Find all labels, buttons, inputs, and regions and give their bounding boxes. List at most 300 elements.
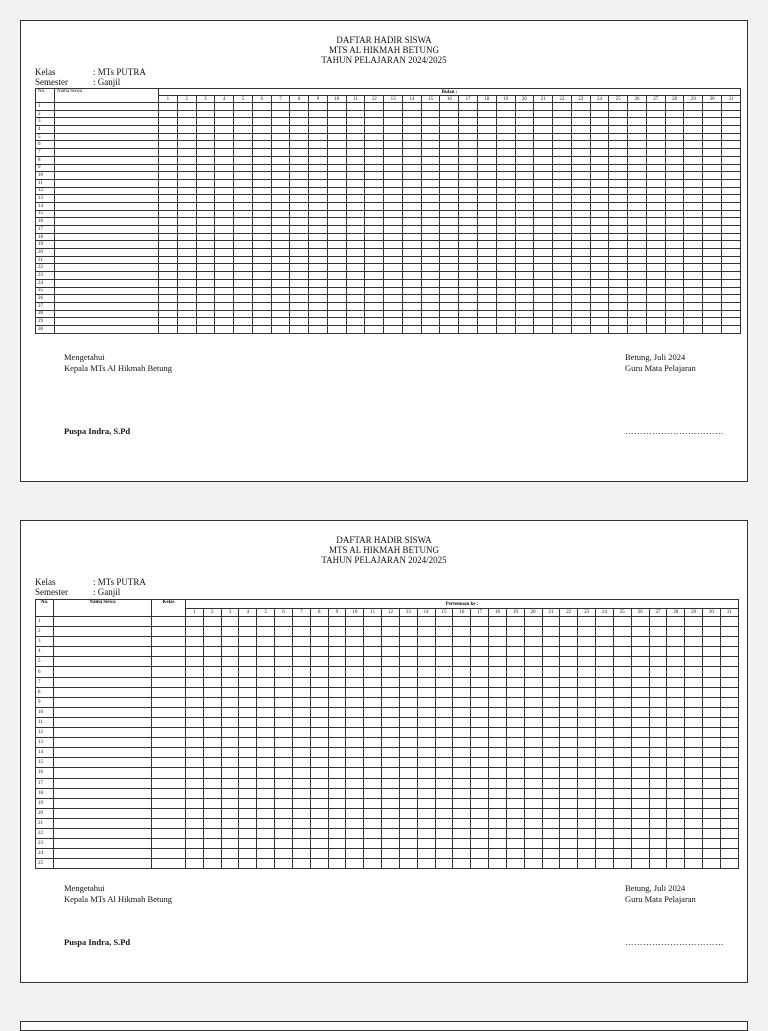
attendance-cell[interactable] — [571, 103, 590, 111]
attendance-cell[interactable] — [459, 226, 478, 234]
attendance-cell[interactable] — [703, 226, 722, 234]
student-field-cell[interactable] — [54, 738, 152, 748]
attendance-cell[interactable] — [417, 828, 435, 838]
attendance-cell[interactable] — [421, 218, 440, 226]
attendance-cell[interactable] — [271, 133, 290, 141]
attendance-cell[interactable] — [685, 758, 703, 768]
attendance-cell[interactable] — [382, 768, 400, 778]
attendance-cell[interactable] — [271, 164, 290, 172]
attendance-cell[interactable] — [453, 818, 471, 828]
attendance-cell[interactable] — [417, 798, 435, 808]
attendance-cell[interactable] — [275, 647, 293, 657]
attendance-cell[interactable] — [177, 126, 196, 134]
attendance-cell[interactable] — [721, 195, 740, 203]
attendance-cell[interactable] — [346, 748, 364, 758]
attendance-cell[interactable] — [560, 657, 578, 667]
attendance-cell[interactable] — [346, 172, 365, 180]
attendance-cell[interactable] — [290, 241, 309, 249]
attendance-cell[interactable] — [221, 687, 239, 697]
attendance-cell[interactable] — [542, 778, 560, 788]
attendance-cell[interactable] — [667, 647, 685, 657]
attendance-cell[interactable] — [365, 195, 384, 203]
student-field-cell[interactable] — [54, 617, 152, 627]
attendance-cell[interactable] — [435, 627, 453, 637]
attendance-cell[interactable] — [665, 103, 684, 111]
attendance-cell[interactable] — [542, 617, 560, 627]
attendance-cell[interactable] — [365, 287, 384, 295]
attendance-cell[interactable] — [542, 818, 560, 828]
attendance-cell[interactable] — [399, 839, 417, 849]
attendance-cell[interactable] — [459, 264, 478, 272]
attendance-cell[interactable] — [553, 164, 572, 172]
attendance-cell[interactable] — [478, 226, 497, 234]
attendance-cell[interactable] — [402, 149, 421, 157]
attendance-cell[interactable] — [271, 241, 290, 249]
attendance-cell[interactable] — [590, 279, 609, 287]
attendance-cell[interactable] — [203, 677, 221, 687]
attendance-cell[interactable] — [257, 697, 275, 707]
attendance-cell[interactable] — [159, 156, 178, 164]
attendance-cell[interactable] — [221, 667, 239, 677]
attendance-cell[interactable] — [720, 617, 738, 627]
attendance-cell[interactable] — [684, 156, 703, 164]
attendance-cell[interactable] — [382, 647, 400, 657]
attendance-cell[interactable] — [402, 233, 421, 241]
attendance-cell[interactable] — [506, 637, 524, 647]
student-field-cell[interactable] — [55, 110, 159, 118]
attendance-cell[interactable] — [478, 179, 497, 187]
attendance-cell[interactable] — [365, 249, 384, 257]
attendance-cell[interactable] — [596, 818, 614, 828]
attendance-cell[interactable] — [215, 172, 234, 180]
attendance-cell[interactable] — [560, 617, 578, 627]
attendance-cell[interactable] — [365, 302, 384, 310]
attendance-cell[interactable] — [496, 103, 515, 111]
attendance-cell[interactable] — [506, 808, 524, 818]
attendance-cell[interactable] — [571, 118, 590, 126]
attendance-cell[interactable] — [203, 758, 221, 768]
attendance-cell[interactable] — [524, 647, 542, 657]
attendance-cell[interactable] — [524, 687, 542, 697]
attendance-cell[interactable] — [290, 133, 309, 141]
attendance-cell[interactable] — [684, 318, 703, 326]
attendance-cell[interactable] — [252, 226, 271, 234]
attendance-cell[interactable] — [524, 859, 542, 869]
attendance-cell[interactable] — [628, 287, 647, 295]
attendance-cell[interactable] — [271, 126, 290, 134]
attendance-cell[interactable] — [364, 637, 382, 647]
attendance-cell[interactable] — [234, 187, 253, 195]
attendance-cell[interactable] — [665, 256, 684, 264]
attendance-cell[interactable] — [646, 256, 665, 264]
attendance-cell[interactable] — [609, 256, 628, 264]
attendance-cell[interactable] — [613, 647, 631, 657]
attendance-cell[interactable] — [421, 241, 440, 249]
attendance-cell[interactable] — [478, 187, 497, 195]
attendance-cell[interactable] — [186, 728, 204, 738]
attendance-cell[interactable] — [159, 226, 178, 234]
attendance-cell[interactable] — [292, 677, 310, 687]
attendance-cell[interactable] — [703, 859, 721, 869]
attendance-cell[interactable] — [215, 110, 234, 118]
attendance-cell[interactable] — [271, 310, 290, 318]
attendance-cell[interactable] — [631, 707, 649, 717]
attendance-cell[interactable] — [703, 697, 721, 707]
attendance-cell[interactable] — [721, 126, 740, 134]
attendance-cell[interactable] — [628, 249, 647, 257]
attendance-cell[interactable] — [685, 687, 703, 697]
attendance-cell[interactable] — [578, 849, 596, 859]
attendance-cell[interactable] — [667, 728, 685, 738]
attendance-cell[interactable] — [684, 172, 703, 180]
attendance-cell[interactable] — [292, 798, 310, 808]
attendance-cell[interactable] — [720, 647, 738, 657]
attendance-cell[interactable] — [346, 126, 365, 134]
attendance-cell[interactable] — [720, 859, 738, 869]
attendance-cell[interactable] — [703, 233, 722, 241]
attendance-cell[interactable] — [721, 210, 740, 218]
attendance-cell[interactable] — [234, 279, 253, 287]
attendance-cell[interactable] — [453, 748, 471, 758]
attendance-cell[interactable] — [186, 617, 204, 627]
attendance-cell[interactable] — [239, 707, 257, 717]
attendance-cell[interactable] — [365, 118, 384, 126]
attendance-cell[interactable] — [515, 318, 534, 326]
student-field-cell[interactable] — [152, 637, 186, 647]
attendance-cell[interactable] — [459, 118, 478, 126]
attendance-cell[interactable] — [534, 272, 553, 280]
attendance-cell[interactable] — [309, 110, 328, 118]
attendance-cell[interactable] — [506, 839, 524, 849]
attendance-cell[interactable] — [471, 839, 489, 849]
attendance-cell[interactable] — [571, 172, 590, 180]
attendance-cell[interactable] — [631, 657, 649, 667]
attendance-cell[interactable] — [560, 677, 578, 687]
attendance-cell[interactable] — [471, 717, 489, 727]
attendance-cell[interactable] — [203, 818, 221, 828]
attendance-cell[interactable] — [275, 839, 293, 849]
attendance-cell[interactable] — [309, 256, 328, 264]
attendance-cell[interactable] — [515, 195, 534, 203]
attendance-cell[interactable] — [402, 272, 421, 280]
attendance-cell[interactable] — [327, 287, 346, 295]
attendance-cell[interactable] — [534, 202, 553, 210]
attendance-cell[interactable] — [159, 295, 178, 303]
attendance-cell[interactable] — [515, 272, 534, 280]
attendance-cell[interactable] — [364, 768, 382, 778]
attendance-cell[interactable] — [534, 302, 553, 310]
attendance-cell[interactable] — [628, 179, 647, 187]
attendance-cell[interactable] — [506, 647, 524, 657]
attendance-cell[interactable] — [613, 828, 631, 838]
attendance-cell[interactable] — [327, 118, 346, 126]
attendance-cell[interactable] — [721, 279, 740, 287]
attendance-cell[interactable] — [346, 738, 364, 748]
attendance-cell[interactable] — [186, 798, 204, 808]
attendance-cell[interactable] — [440, 295, 459, 303]
attendance-cell[interactable] — [421, 110, 440, 118]
attendance-cell[interactable] — [196, 133, 215, 141]
attendance-cell[interactable] — [667, 627, 685, 637]
attendance-cell[interactable] — [628, 164, 647, 172]
attendance-cell[interactable] — [542, 748, 560, 758]
attendance-cell[interactable] — [478, 141, 497, 149]
attendance-cell[interactable] — [685, 677, 703, 687]
attendance-cell[interactable] — [328, 859, 346, 869]
attendance-cell[interactable] — [609, 241, 628, 249]
attendance-cell[interactable] — [609, 187, 628, 195]
attendance-cell[interactable] — [310, 788, 328, 798]
attendance-cell[interactable] — [239, 657, 257, 667]
attendance-cell[interactable] — [628, 118, 647, 126]
attendance-cell[interactable] — [417, 627, 435, 637]
attendance-cell[interactable] — [384, 156, 403, 164]
attendance-cell[interactable] — [609, 141, 628, 149]
attendance-cell[interactable] — [384, 179, 403, 187]
attendance-cell[interactable] — [196, 325, 215, 333]
attendance-cell[interactable] — [186, 818, 204, 828]
attendance-cell[interactable] — [703, 839, 721, 849]
attendance-cell[interactable] — [186, 687, 204, 697]
attendance-cell[interactable] — [478, 279, 497, 287]
attendance-cell[interactable] — [628, 233, 647, 241]
attendance-cell[interactable] — [534, 310, 553, 318]
attendance-cell[interactable] — [365, 164, 384, 172]
attendance-cell[interactable] — [196, 210, 215, 218]
attendance-cell[interactable] — [646, 264, 665, 272]
student-field-cell[interactable] — [55, 287, 159, 295]
attendance-cell[interactable] — [515, 156, 534, 164]
attendance-cell[interactable] — [196, 187, 215, 195]
attendance-cell[interactable] — [496, 110, 515, 118]
attendance-cell[interactable] — [515, 210, 534, 218]
attendance-cell[interactable] — [290, 226, 309, 234]
attendance-cell[interactable] — [506, 667, 524, 677]
attendance-cell[interactable] — [382, 677, 400, 687]
attendance-cell[interactable] — [515, 172, 534, 180]
student-field-cell[interactable] — [55, 195, 159, 203]
attendance-cell[interactable] — [596, 849, 614, 859]
attendance-cell[interactable] — [590, 164, 609, 172]
attendance-cell[interactable] — [453, 627, 471, 637]
attendance-cell[interactable] — [685, 839, 703, 849]
attendance-cell[interactable] — [609, 156, 628, 164]
attendance-cell[interactable] — [542, 728, 560, 738]
attendance-cell[interactable] — [646, 287, 665, 295]
attendance-cell[interactable] — [402, 310, 421, 318]
attendance-cell[interactable] — [399, 748, 417, 758]
attendance-cell[interactable] — [234, 149, 253, 157]
attendance-cell[interactable] — [542, 627, 560, 637]
student-field-cell[interactable] — [152, 617, 186, 627]
attendance-cell[interactable] — [346, 325, 365, 333]
attendance-cell[interactable] — [534, 118, 553, 126]
attendance-cell[interactable] — [384, 241, 403, 249]
attendance-cell[interactable] — [524, 839, 542, 849]
attendance-cell[interactable] — [309, 264, 328, 272]
attendance-cell[interactable] — [613, 849, 631, 859]
attendance-cell[interactable] — [631, 788, 649, 798]
attendance-cell[interactable] — [402, 218, 421, 226]
attendance-cell[interactable] — [215, 195, 234, 203]
attendance-cell[interactable] — [628, 202, 647, 210]
attendance-cell[interactable] — [384, 279, 403, 287]
attendance-cell[interactable] — [257, 677, 275, 687]
attendance-cell[interactable] — [471, 738, 489, 748]
student-field-cell[interactable] — [55, 302, 159, 310]
attendance-cell[interactable] — [506, 748, 524, 758]
attendance-cell[interactable] — [684, 133, 703, 141]
attendance-cell[interactable] — [177, 218, 196, 226]
attendance-cell[interactable] — [578, 617, 596, 627]
attendance-cell[interactable] — [271, 264, 290, 272]
attendance-cell[interactable] — [628, 218, 647, 226]
attendance-cell[interactable] — [453, 647, 471, 657]
attendance-cell[interactable] — [571, 256, 590, 264]
attendance-cell[interactable] — [596, 707, 614, 717]
attendance-cell[interactable] — [177, 210, 196, 218]
attendance-cell[interactable] — [384, 218, 403, 226]
attendance-cell[interactable] — [534, 164, 553, 172]
student-field-cell[interactable] — [152, 657, 186, 667]
attendance-cell[interactable] — [435, 748, 453, 758]
attendance-cell[interactable] — [382, 808, 400, 818]
attendance-cell[interactable] — [667, 758, 685, 768]
attendance-cell[interactable] — [346, 768, 364, 778]
attendance-cell[interactable] — [596, 677, 614, 687]
student-field-cell[interactable] — [55, 156, 159, 164]
attendance-cell[interactable] — [721, 264, 740, 272]
attendance-cell[interactable] — [685, 859, 703, 869]
attendance-cell[interactable] — [478, 272, 497, 280]
attendance-cell[interactable] — [459, 141, 478, 149]
attendance-cell[interactable] — [327, 233, 346, 241]
attendance-cell[interactable] — [309, 172, 328, 180]
attendance-cell[interactable] — [609, 110, 628, 118]
attendance-cell[interactable] — [346, 302, 365, 310]
attendance-cell[interactable] — [310, 748, 328, 758]
attendance-cell[interactable] — [290, 103, 309, 111]
attendance-cell[interactable] — [310, 677, 328, 687]
attendance-cell[interactable] — [384, 310, 403, 318]
attendance-cell[interactable] — [553, 287, 572, 295]
attendance-cell[interactable] — [453, 839, 471, 849]
attendance-cell[interactable] — [292, 768, 310, 778]
attendance-cell[interactable] — [421, 141, 440, 149]
attendance-cell[interactable] — [553, 241, 572, 249]
attendance-cell[interactable] — [290, 187, 309, 195]
attendance-cell[interactable] — [417, 728, 435, 738]
attendance-cell[interactable] — [720, 717, 738, 727]
attendance-cell[interactable] — [478, 164, 497, 172]
attendance-cell[interactable] — [275, 758, 293, 768]
attendance-cell[interactable] — [328, 849, 346, 859]
attendance-cell[interactable] — [421, 318, 440, 326]
attendance-cell[interactable] — [327, 164, 346, 172]
attendance-cell[interactable] — [402, 103, 421, 111]
attendance-cell[interactable] — [553, 126, 572, 134]
attendance-cell[interactable] — [440, 187, 459, 195]
attendance-cell[interactable] — [417, 667, 435, 677]
attendance-cell[interactable] — [590, 295, 609, 303]
attendance-cell[interactable] — [257, 637, 275, 647]
attendance-cell[interactable] — [524, 717, 542, 727]
attendance-cell[interactable] — [609, 133, 628, 141]
attendance-cell[interactable] — [186, 657, 204, 667]
attendance-cell[interactable] — [609, 118, 628, 126]
attendance-cell[interactable] — [459, 318, 478, 326]
student-field-cell[interactable] — [55, 133, 159, 141]
attendance-cell[interactable] — [459, 249, 478, 257]
attendance-cell[interactable] — [239, 667, 257, 677]
attendance-cell[interactable] — [309, 318, 328, 326]
attendance-cell[interactable] — [234, 310, 253, 318]
attendance-cell[interactable] — [578, 808, 596, 818]
attendance-cell[interactable] — [290, 156, 309, 164]
attendance-cell[interactable] — [309, 279, 328, 287]
attendance-cell[interactable] — [196, 287, 215, 295]
attendance-cell[interactable] — [613, 677, 631, 687]
attendance-cell[interactable] — [399, 758, 417, 768]
attendance-cell[interactable] — [327, 310, 346, 318]
attendance-cell[interactable] — [399, 657, 417, 667]
attendance-cell[interactable] — [665, 187, 684, 195]
attendance-cell[interactable] — [365, 241, 384, 249]
attendance-cell[interactable] — [402, 110, 421, 118]
attendance-cell[interactable] — [560, 828, 578, 838]
attendance-cell[interactable] — [703, 657, 721, 667]
attendance-cell[interactable] — [478, 210, 497, 218]
attendance-cell[interactable] — [252, 279, 271, 287]
attendance-cell[interactable] — [489, 738, 507, 748]
attendance-cell[interactable] — [478, 133, 497, 141]
attendance-cell[interactable] — [665, 318, 684, 326]
attendance-cell[interactable] — [685, 717, 703, 727]
attendance-cell[interactable] — [478, 149, 497, 157]
attendance-cell[interactable] — [665, 287, 684, 295]
attendance-cell[interactable] — [364, 627, 382, 637]
attendance-cell[interactable] — [524, 707, 542, 717]
attendance-cell[interactable] — [571, 110, 590, 118]
attendance-cell[interactable] — [252, 202, 271, 210]
attendance-cell[interactable] — [177, 195, 196, 203]
student-field-cell[interactable] — [55, 256, 159, 264]
attendance-cell[interactable] — [720, 758, 738, 768]
attendance-cell[interactable] — [628, 256, 647, 264]
attendance-cell[interactable] — [252, 172, 271, 180]
attendance-cell[interactable] — [290, 318, 309, 326]
attendance-cell[interactable] — [524, 849, 542, 859]
attendance-cell[interactable] — [578, 778, 596, 788]
attendance-cell[interactable] — [720, 788, 738, 798]
attendance-cell[interactable] — [684, 103, 703, 111]
student-field-cell[interactable] — [54, 717, 152, 727]
attendance-cell[interactable] — [534, 218, 553, 226]
attendance-cell[interactable] — [364, 687, 382, 697]
attendance-cell[interactable] — [649, 657, 667, 667]
attendance-cell[interactable] — [435, 808, 453, 818]
attendance-cell[interactable] — [290, 195, 309, 203]
attendance-cell[interactable] — [665, 218, 684, 226]
attendance-cell[interactable] — [327, 241, 346, 249]
attendance-cell[interactable] — [275, 788, 293, 798]
attendance-cell[interactable] — [703, 218, 722, 226]
attendance-cell[interactable] — [346, 202, 365, 210]
attendance-cell[interactable] — [471, 707, 489, 717]
attendance-cell[interactable] — [524, 667, 542, 677]
attendance-cell[interactable] — [221, 738, 239, 748]
attendance-cell[interactable] — [609, 126, 628, 134]
